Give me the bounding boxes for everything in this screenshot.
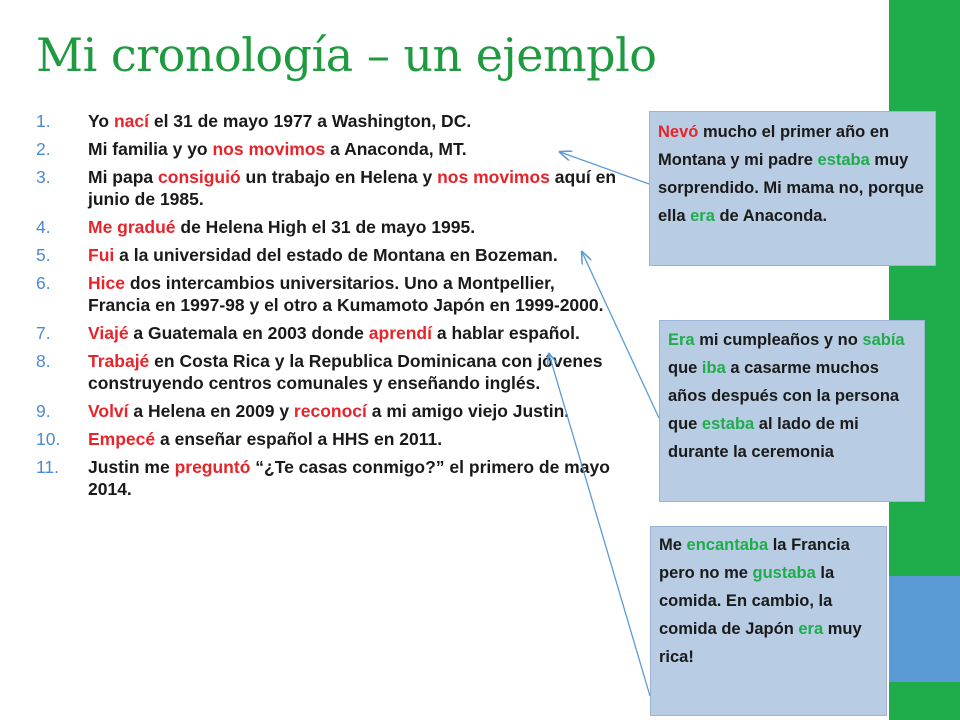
timeline-verb: Volví bbox=[88, 401, 129, 421]
note-text: la Francia pero no me bbox=[659, 536, 850, 582]
timeline-text: aquí en junio de 1985. bbox=[88, 167, 617, 209]
timeline-verb: Hice bbox=[88, 273, 125, 293]
note-text: la comida. En cambio, la comida de Japón bbox=[659, 564, 835, 638]
timeline-item-number: 7. bbox=[36, 323, 51, 343]
timeline-text: “¿Te casas conmigo?” el primero de mayo 2014. bbox=[88, 457, 610, 499]
timeline-text: el 31 de mayo 1977 a Washington, DC. bbox=[148, 111, 472, 131]
timeline-text: a Guatemala en 2003 donde bbox=[128, 323, 369, 343]
note-text: que bbox=[668, 359, 702, 377]
timeline-item-number: 1. bbox=[36, 111, 51, 131]
timeline-verb: Trabajé bbox=[88, 351, 150, 371]
timeline-item-number: 8. bbox=[36, 351, 51, 371]
note-verb: Era bbox=[668, 331, 695, 349]
timeline-verb: reconocí bbox=[293, 401, 367, 421]
timeline-verb: Fui bbox=[88, 245, 115, 265]
note-verb: era bbox=[690, 207, 715, 225]
note-verb: sabía bbox=[862, 331, 905, 349]
timeline-text: a enseñar español a HHS en 2011. bbox=[155, 429, 443, 449]
note-verb: estaba bbox=[701, 415, 755, 433]
timeline-verb: preguntó bbox=[174, 457, 251, 477]
timeline-text: en Costa Rica y la Republica Dominicana con jóvenes construyendo centros comunales y enseñando inglés. bbox=[88, 351, 603, 393]
note-verb: Nevó bbox=[658, 123, 699, 141]
timeline-item-number: 5. bbox=[36, 245, 51, 265]
timeline-text: a mi amigo viejo Justin. bbox=[366, 401, 570, 421]
timeline-text: a hablar español. bbox=[432, 323, 580, 343]
timeline-text: a la universidad del estado de Montana en Bozeman. bbox=[114, 245, 558, 265]
timeline-verb: aprendí bbox=[368, 323, 432, 343]
timeline-verb: consiguió bbox=[158, 167, 241, 187]
note-verb: encantaba bbox=[686, 536, 769, 554]
timeline-verb: Viajé bbox=[88, 323, 129, 343]
note-text: de Anaconda. bbox=[714, 207, 828, 225]
timeline-text: un trabajo en Helena y bbox=[240, 167, 438, 187]
note-verb: iba bbox=[701, 359, 726, 377]
timeline-text: a Helena en 2009 y bbox=[128, 401, 294, 421]
arrow-note-anaconda bbox=[560, 152, 649, 184]
arrow-note-graduation bbox=[582, 252, 659, 418]
timeline-verb: nací bbox=[113, 111, 149, 131]
timeline-verb: nos movimos bbox=[437, 167, 550, 187]
timeline-text: dos intercambios universitarios. Uno a Montpellier, Francia en 1997-98 y el otro a Kumamoto Japón en 1999-2000. bbox=[88, 273, 604, 315]
note-text: muy rica! bbox=[659, 620, 862, 666]
note-text: a casarme muchos años después con la persona que bbox=[668, 359, 900, 433]
arrow-note-exchange bbox=[549, 354, 650, 696]
timeline-item-number: 11. bbox=[36, 457, 60, 477]
note-text: mi cumpleaños y no bbox=[694, 331, 863, 349]
timeline-item-number: 10. bbox=[36, 429, 61, 449]
timeline-text: Justin me bbox=[88, 457, 175, 477]
timeline-verb: Me gradué bbox=[88, 217, 176, 237]
note-text: al lado de mi durante la ceremonia bbox=[668, 415, 859, 461]
timeline-item-number: 2. bbox=[36, 139, 51, 159]
timeline-item-number: 4. bbox=[36, 217, 51, 237]
note-verb: gustaba bbox=[752, 564, 816, 582]
timeline-text: Mi papa bbox=[88, 167, 159, 187]
timeline-verb: Empecé bbox=[88, 429, 156, 449]
timeline-item-number: 3. bbox=[36, 167, 51, 187]
timeline-text: de Helena High el 31 de mayo 1995. bbox=[175, 217, 476, 237]
note-text: Me bbox=[659, 536, 687, 554]
note-text: mucho el primer año en Montana y mi padre bbox=[658, 123, 890, 169]
timeline-text: a Anaconda, MT. bbox=[325, 139, 467, 159]
timeline-item-number: 9. bbox=[36, 401, 51, 421]
slide-title: Mi cronología – un ejemplo bbox=[36, 28, 657, 82]
timeline-verb: nos movimos bbox=[212, 139, 326, 159]
note-text: muy sorprendido. Mi mama no, porque ella bbox=[658, 151, 924, 225]
note-verb: estaba bbox=[817, 151, 870, 169]
timeline-text: Mi familia y yo bbox=[88, 139, 213, 159]
timeline-text: Yo bbox=[88, 111, 114, 131]
timeline-item-number: 6. bbox=[36, 273, 51, 293]
note-verb: era bbox=[798, 620, 824, 638]
